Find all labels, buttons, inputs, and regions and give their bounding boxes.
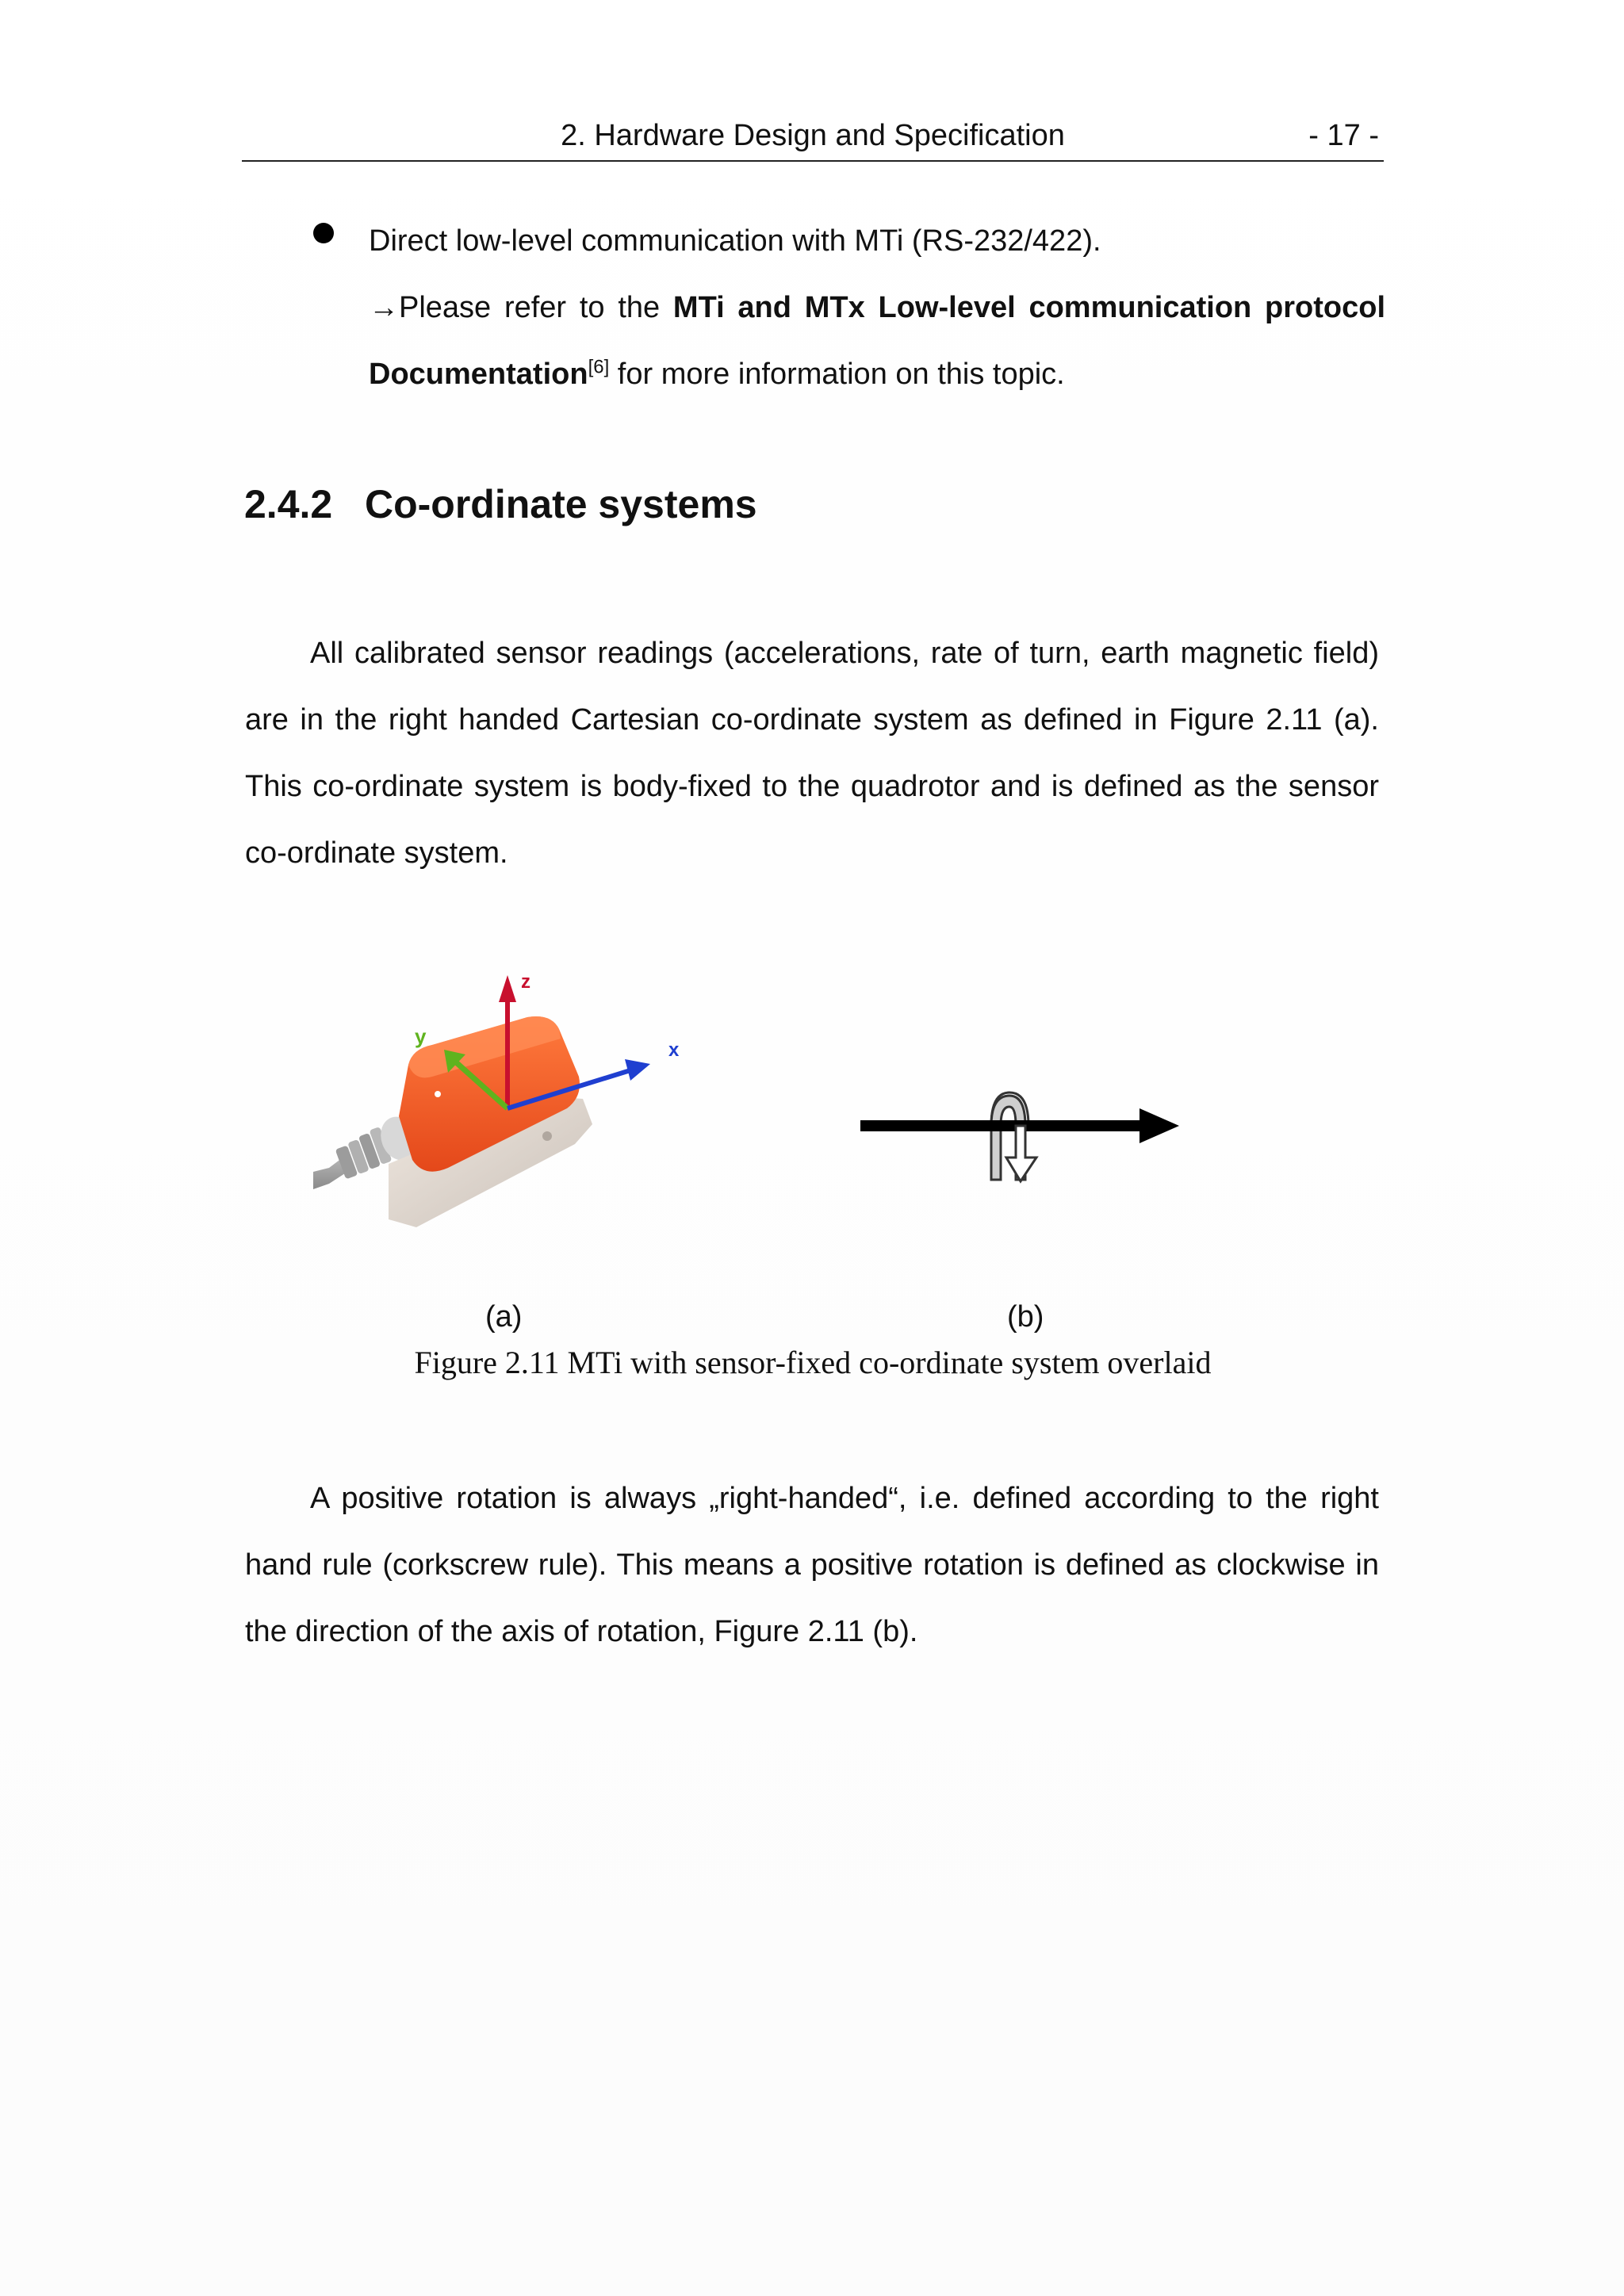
figure-caption: Figure 2.11 MTi with sensor-fixed co-ordinate system overlaid bbox=[414, 1345, 1212, 1380]
running-header-title: 2. Hardware Design and Specification bbox=[561, 119, 1065, 152]
page-number: - 17 - bbox=[1308, 119, 1379, 152]
y-axis-label: y bbox=[415, 1024, 427, 1048]
subcaption-a: (a) bbox=[485, 1300, 523, 1334]
subcaption-b: (b) bbox=[1007, 1300, 1044, 1334]
paragraph-rotation bbox=[245, 1465, 1379, 1665]
reference-prefix: Please refer to the bbox=[399, 291, 673, 324]
section-number: 2.4.2 bbox=[244, 482, 333, 526]
reference-line bbox=[369, 274, 1385, 341]
figure-b-rotation-diagram bbox=[852, 1078, 1185, 1189]
paragraph-2-text: A positive rotation is always „right-handed“, i.e. defined according to the right hand rule (corkscrew rule). This means a positive rotation is defined as clockwise in the direction of the axis of rotation, Figure 2.11 (b). bbox=[245, 1482, 1379, 1648]
paragraph-1-text: All calibrated sensor readings (accelerations, rate of turn, earth magnetic field) are in the right handed Cartesian co-ordinate system as defined in Figure 2.11 (a). This co-ordinate system is body-fixed to the quadrotor and is defined as the sensor co-ordinate system. bbox=[245, 637, 1379, 870]
x-axis-label: x bbox=[668, 1039, 680, 1061]
section-heading bbox=[244, 481, 757, 527]
bullet-text: Direct low-level communication with MTi (RS-232/422). bbox=[369, 224, 1101, 258]
paragraph-coordinate-systems bbox=[245, 620, 1379, 886]
x-axis-arrowhead-icon bbox=[625, 1059, 650, 1081]
z-axis-label: z bbox=[521, 971, 530, 993]
z-axis-arrowhead-icon bbox=[499, 975, 516, 1002]
figure-a-sensor-image bbox=[313, 966, 710, 1247]
reference-line-2 bbox=[369, 341, 1385, 408]
reference-document-title: MTi and MTx Low-level communication protocol bbox=[672, 291, 1385, 324]
rotation-arrowhead-icon bbox=[1006, 1126, 1036, 1181]
bullet-dot-icon bbox=[313, 208, 337, 232]
citation-marker: [6] bbox=[588, 356, 610, 378]
reference-document-title-end: Documentation bbox=[369, 358, 588, 391]
bullet-text-block bbox=[369, 208, 1385, 408]
right-arrow-icon: → bbox=[369, 291, 399, 324]
rotation-axis-arrowhead-icon bbox=[1139, 1108, 1179, 1143]
running-header bbox=[242, 114, 1384, 162]
section-title: Co-ordinate systems bbox=[365, 482, 757, 526]
reference-suffix: for more information on this topic. bbox=[609, 358, 1065, 391]
